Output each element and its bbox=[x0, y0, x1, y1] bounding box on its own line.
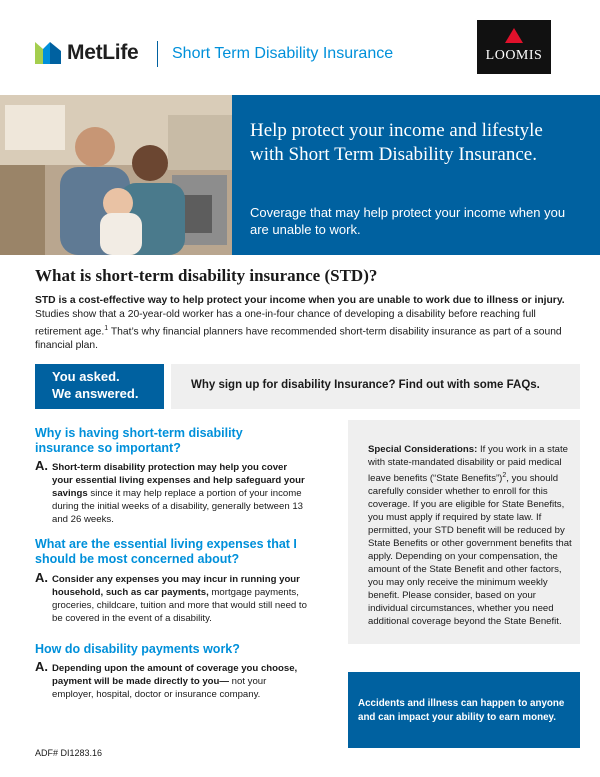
faq-answer-1-bold: Short-term disability protection may help you cover your essential living expenses and help safeguard your savings bbox=[52, 462, 305, 499]
special-text-body: If you work in a state with state-mandated disability or paid medical leave benefits (“State Benefits”) bbox=[368, 444, 568, 485]
faq-answer-3-bold: Depending upon the amount of coverage you choose, payment will be made directly to you— bbox=[52, 663, 298, 687]
footnote-ref: 1 bbox=[104, 325, 109, 332]
faq-answer-2 bbox=[52, 573, 307, 625]
intro-body-end: That’s why financial planners have recommended short-term disability insurance as part of a sound financial plan. bbox=[35, 326, 562, 352]
faq-answer-1 bbox=[52, 461, 307, 526]
faq-answer-2-bold: Consider any expenses you may incur in running your household, such as car payments, bbox=[52, 574, 300, 598]
faq-answer-letter-3: A. bbox=[35, 659, 48, 674]
faq-answer-3-rest: not your employer, hospital, doctor or insurance company. bbox=[52, 676, 267, 700]
section-title: What is short-term disability insurance (STD)? bbox=[35, 266, 378, 285]
family-photo bbox=[0, 95, 232, 255]
intro-body: Studies show that a 20-year-old worker has a one-in-four chance of developing a disability before reaching full retirement age. bbox=[35, 309, 536, 338]
faq-bar-text: Why sign up for disability Insurance? Find out with some FAQs. bbox=[191, 379, 540, 391]
faq-answer-2-rest: mortgage payments, groceries, childcare, tuition and more that would still need to be covered in the event of a disability. bbox=[52, 587, 307, 624]
you-asked-label: You asked. bbox=[52, 369, 120, 384]
we-answered-label: We answered. bbox=[52, 386, 139, 401]
hero-headline: Help protect your income and lifestyle with Short Term Disability Insurance. bbox=[250, 120, 543, 165]
header-divider bbox=[157, 41, 158, 67]
faq-question-1: Why is having short-term disability insurance so important? bbox=[35, 426, 243, 455]
special-text-end: , you should carefully consider whether to enroll for this coverage. If you are eligible for State Benefits, you must apply if required by state law. If permitted, your STD benefit will be reduced by State Benefits or other government benefits that apply. Depending on your compensation, the amount of the State Benefit and other factors, you may only receive the minimum weekly benefit. Please consider, based on your individual circumstances, whether you need additional coverage beyond the State Benefit. bbox=[368, 473, 572, 628]
faq-answer-3 bbox=[52, 662, 307, 701]
partner-logo-name: LOOMIS bbox=[485, 48, 543, 63]
footnote-ref-2: 2 bbox=[502, 472, 507, 479]
callout-text: Accidents and illness can happen to anyone and can impact your ability to earn money. bbox=[358, 698, 565, 723]
metlife-logo-icon bbox=[35, 42, 61, 64]
intro-lead: STD is a cost-effective way to help protect your income when you are unable to work due to illness or injury. bbox=[35, 295, 565, 306]
intro-paragraph bbox=[35, 294, 565, 353]
faq-answer-1-rest: since it may help replace a portion of your income during the initial weeks of a disability, generally between 13 and 26 weeks. bbox=[52, 488, 304, 525]
document-title: Short Term Disability Insurance bbox=[172, 45, 394, 62]
faq-question-3: How do disability payments work? bbox=[35, 642, 240, 656]
special-considerations-label: Special Considerations: bbox=[368, 444, 478, 455]
brand-name: MetLife bbox=[67, 41, 139, 64]
faq-answer-letter-1: A. bbox=[35, 458, 48, 473]
special-considerations-text bbox=[368, 443, 573, 628]
document-code: ADF# DI1283.16 bbox=[35, 748, 103, 758]
hero-subhead: Coverage that may help protect your income when you are unable to work. bbox=[250, 205, 566, 237]
faq-answer-letter-2: A. bbox=[35, 570, 48, 585]
faq-question-2: What are the essential living expenses that I should be most concerned about? bbox=[35, 537, 297, 566]
partner-triangle-icon bbox=[505, 28, 523, 43]
